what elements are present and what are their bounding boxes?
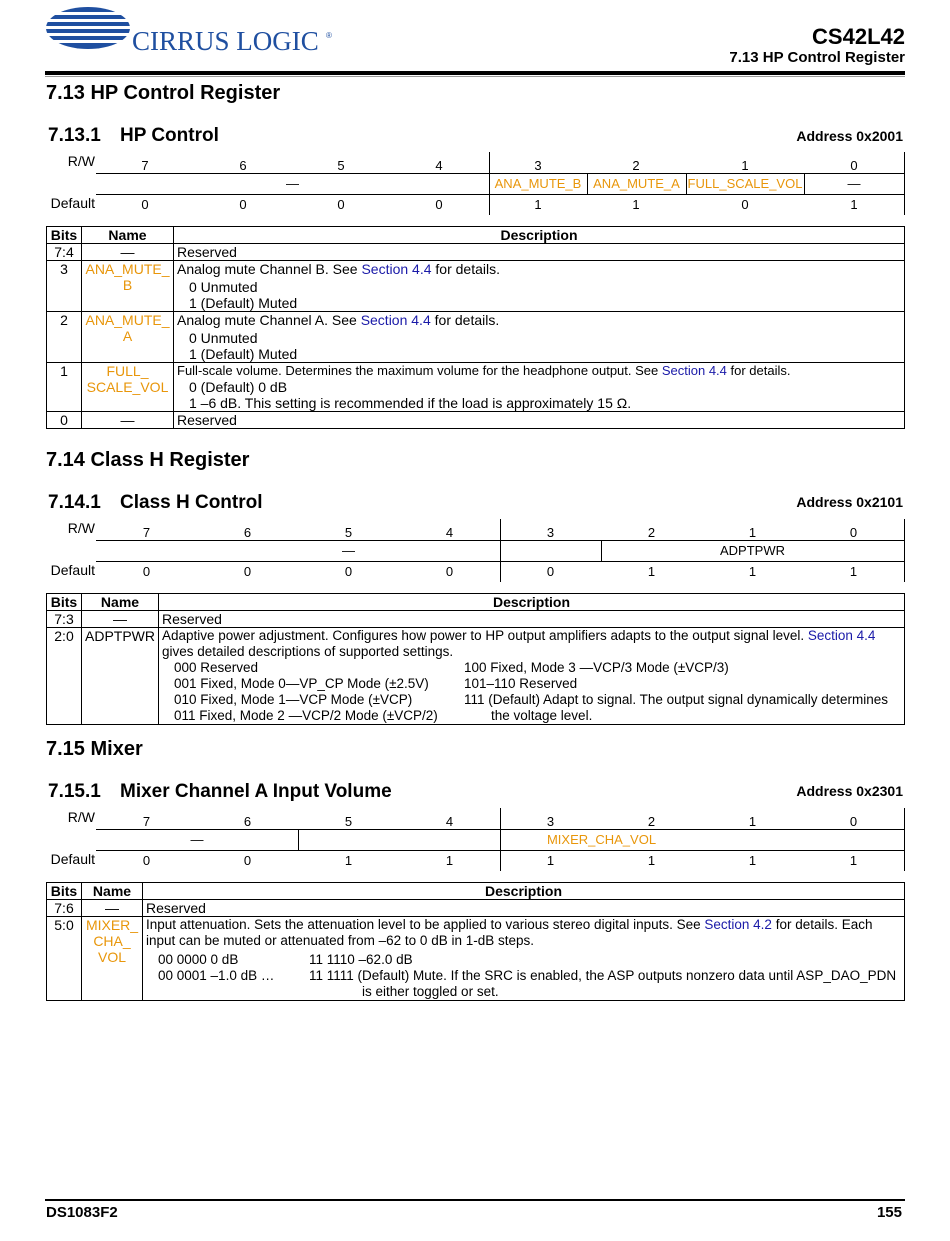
- bit-number: 3: [546, 814, 555, 829]
- bit-number: 4: [435, 158, 443, 173]
- default-label: Default: [50, 851, 95, 867]
- subsection-title: 7.14.1 Class H Control: [48, 492, 263, 513]
- field-reserved: —: [342, 543, 355, 558]
- bit-number: 2: [632, 158, 640, 173]
- field-adptpwr: ADPTPWR: [720, 543, 785, 558]
- bit-number: 5: [344, 525, 353, 540]
- field-ana-mute-a: ANA_MUTE_A: [593, 176, 680, 191]
- default-value: 1: [748, 853, 757, 868]
- bit-number: 4: [445, 525, 454, 540]
- footer-rule: [45, 1199, 905, 1201]
- bit-number: 2: [647, 525, 656, 540]
- section-title: 7.14 Class H Register: [46, 449, 250, 471]
- col-header: Description: [143, 883, 905, 900]
- register-map: [46, 152, 906, 216]
- table-row: 5:0 MIXER_ CHA_ VOL Input attenuation. Sets the attenuation level to be applied to various stereo digital inputs. See Section 4.2 for details. Each input can be muted or attenuated from –62 to 0 dB in 1-dB steps. 00 0000 0 dB 00 0001 –1.0 dB … 11 1110 –62.0 dB 11 1111 (Default) Mute. If the SRC is enabled, the ASP outputs nonzero data until ASP_DAO_PDN is either toggled or set.: [47, 917, 905, 1001]
- page-number: 155: [876, 1204, 902, 1221]
- col-header: Name: [82, 227, 174, 244]
- default-value: 0: [243, 853, 252, 868]
- bit-number: 7: [142, 525, 151, 540]
- field-reserved: —: [190, 832, 204, 847]
- footer-doc-number: DS1083F2: [46, 1204, 118, 1221]
- table-row: 0 — Reserved: [47, 412, 905, 429]
- register-address: Address 0x2001: [796, 128, 903, 144]
- default-value: 0: [445, 564, 454, 579]
- default-value: 0: [337, 197, 345, 212]
- default-value: 1: [445, 853, 454, 868]
- default-value: 0: [141, 197, 149, 212]
- bit-description-table: [46, 226, 905, 429]
- bit-number: 6: [243, 814, 252, 829]
- section-link[interactable]: Section 4.4: [807, 628, 876, 643]
- header-rule: [45, 71, 905, 75]
- section-link[interactable]: Section 4.4: [661, 363, 727, 378]
- bit-number: 6: [239, 158, 247, 173]
- bit-number: 7: [142, 814, 151, 829]
- table-row: 3 ANA_MUTE_ B Analog mute Channel B. See Section 4.4 for details. 0 Unmuted 1 (Default) Muted: [47, 261, 905, 312]
- default-value: 1: [850, 197, 858, 212]
- default-value: 1: [632, 197, 640, 212]
- bit-number: 2: [647, 814, 656, 829]
- field-full-scale-vol: FULL_SCALE_VOL: [687, 176, 803, 191]
- bit-number: 6: [243, 525, 252, 540]
- bit-number: 3: [546, 525, 555, 540]
- rw-label: R/W: [67, 809, 95, 825]
- bit-description-table: [46, 882, 905, 1001]
- register-map: [46, 519, 906, 583]
- bit-number: 1: [748, 814, 757, 829]
- section-link[interactable]: Section 4.4: [361, 261, 432, 277]
- default-value: 1: [344, 853, 353, 868]
- table-row: 2:0 ADPTPWR Adaptive power adjustment. Configures how power to HP output amplifiers adapts to the output signal level. Section 4.4 gives detailed descriptions of supported settings. 000 Reserved 001 Fixed, Mode 0—VP_CP Mode (±2.5V) 010 Fixed, Mode 1—VCP Mode (±VCP) 011 Fixed, Mode 2 —VCP/2 Mode (±VCP/2) 100 Fixed, Mode 3 —VCP/3 Mode (±VCP/3) 101–110 Reserved 111 (Default) Adapt to signal. The output signal dynamically determines the voltage level.: [47, 628, 905, 725]
- logo-text: CIRRUS LOGIC: [132, 26, 319, 56]
- default-value: 0: [741, 197, 749, 212]
- doc-id: CS42L42: [812, 24, 905, 49]
- bit-number: 1: [741, 158, 749, 173]
- subsection-title: 7.13.1 HP Control: [48, 125, 219, 146]
- default-value: 0: [243, 564, 252, 579]
- section-title: 7.15 Mixer: [46, 738, 143, 760]
- register-address: Address 0x2101: [796, 494, 903, 510]
- field-reserved: —: [286, 176, 299, 191]
- subsection-title: 7.15.1 Mixer Channel A Input Volume: [48, 781, 392, 802]
- table-row: 1 FULL_ SCALE_VOL Full-scale volume. Determines the maximum volume for the headphone output. See Section 4.4 for details. 0 (Default) 0 dB 1 –6 dB. This setting is recommended if the load is approximately 15 Ω.: [47, 363, 905, 412]
- default-value: 0: [142, 853, 151, 868]
- table-row: 7:6 — Reserved: [47, 900, 905, 917]
- default-value: 1: [647, 564, 656, 579]
- col-header: Description: [159, 594, 905, 611]
- section-link[interactable]: Section 4.4: [360, 312, 431, 328]
- bit-number: 5: [344, 814, 353, 829]
- default-value: 1: [748, 564, 757, 579]
- col-header: Bits: [47, 227, 82, 244]
- col-header: Bits: [47, 594, 82, 611]
- col-header: Name: [82, 594, 159, 611]
- bit-number: 3: [534, 158, 542, 173]
- default-value: 1: [647, 853, 656, 868]
- col-header: Description: [174, 227, 905, 244]
- table-row: 7:3 — Reserved: [47, 611, 905, 628]
- svg-text:®: ®: [326, 31, 332, 40]
- table-row: 2 ANA_MUTE_ A Analog mute Channel A. See Section 4.4 for details. 0 Unmuted 1 (Default) Muted: [47, 312, 905, 363]
- bit-number: 5: [337, 158, 345, 173]
- field-reserved: —: [847, 176, 861, 191]
- default-value: 0: [239, 197, 247, 212]
- section-link[interactable]: Section 4.2: [704, 917, 772, 932]
- bit-number: 1: [748, 525, 757, 540]
- bit-number: 0: [849, 814, 858, 829]
- rw-label: R/W: [67, 153, 95, 169]
- register-map: [46, 808, 906, 872]
- bit-description-table: [46, 593, 905, 725]
- default-value: 0: [435, 197, 443, 212]
- bit-number: 7: [141, 158, 149, 173]
- cirrus-logic-logo: [44, 4, 344, 60]
- field-mixer-cha-vol: MIXER_CHA_VOL: [546, 832, 657, 847]
- table-row: 7:4 — Reserved: [47, 244, 905, 261]
- header-section: 7.13 HP Control Register: [729, 49, 905, 66]
- col-header: Name: [82, 883, 143, 900]
- default-value: 0: [546, 564, 555, 579]
- default-value: 0: [142, 564, 151, 579]
- header-rule-thin: [45, 76, 905, 77]
- field-ana-mute-b: ANA_MUTE_B: [494, 176, 582, 191]
- col-header: Bits: [47, 883, 82, 900]
- default-label: Default: [50, 562, 95, 578]
- rw-label: R/W: [67, 520, 95, 536]
- default-value: 1: [849, 853, 858, 868]
- default-value: 1: [534, 197, 542, 212]
- bit-number: 4: [445, 814, 454, 829]
- register-address: Address 0x2301: [796, 783, 903, 799]
- default-value: 0: [344, 564, 353, 579]
- bit-number: 0: [849, 525, 858, 540]
- section-title: 7.13 HP Control Register: [46, 82, 281, 104]
- default-label: Default: [50, 195, 95, 211]
- bit-number: 0: [850, 158, 858, 173]
- default-value: 1: [546, 853, 555, 868]
- default-value: 1: [849, 564, 858, 579]
